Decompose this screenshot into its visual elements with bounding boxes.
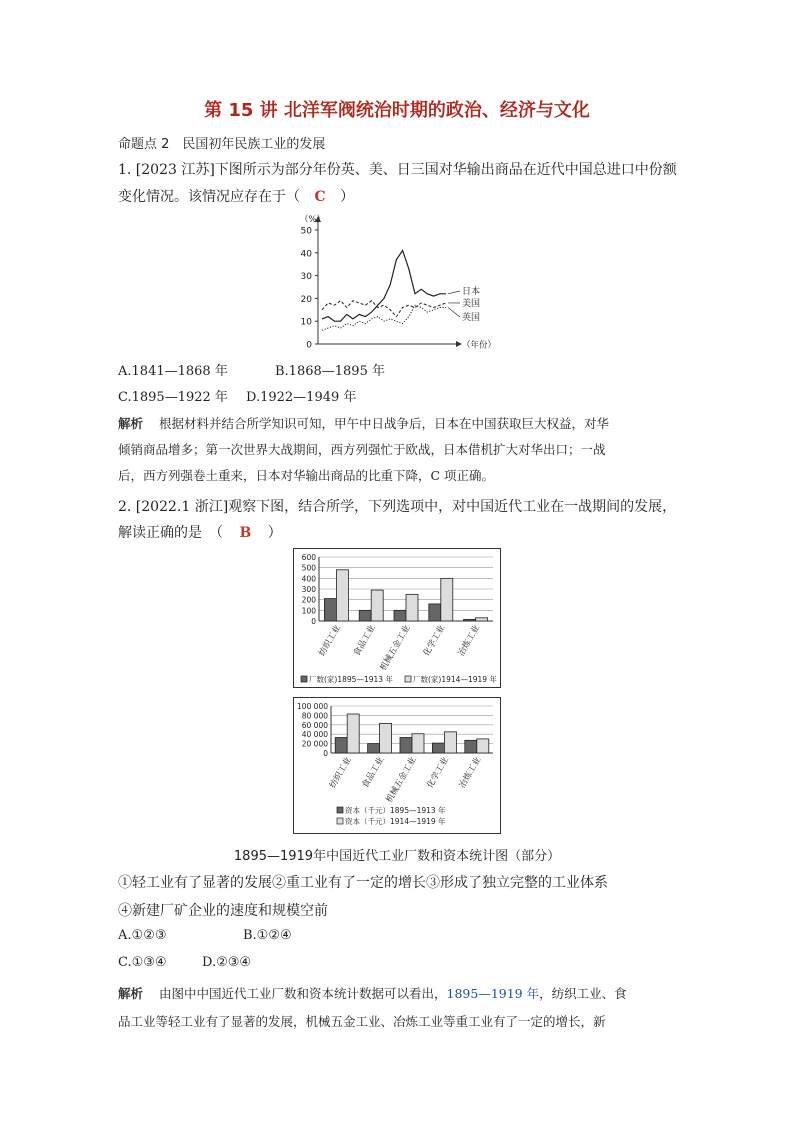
legend-swatch-1 bbox=[337, 818, 343, 824]
y-tick-label: 40 000 bbox=[301, 730, 328, 740]
legend-label-1: 厂数(家)1914—1919 年 bbox=[413, 675, 497, 684]
q2-statements-line2: ④新建厂矿企业的速度和规模空前 bbox=[118, 903, 328, 919]
category-label: 化学工业 bbox=[425, 755, 451, 790]
bar-1-2 bbox=[406, 594, 418, 621]
y-tick-label: 400 bbox=[301, 574, 316, 584]
q2-answer: B bbox=[239, 525, 252, 541]
bar-1-4 bbox=[476, 618, 488, 621]
line-chart-labels bbox=[300, 215, 496, 351]
bar-0-2 bbox=[394, 610, 406, 621]
bar-0-0 bbox=[335, 737, 347, 753]
q1-option-b: B.1868—1895 年 bbox=[275, 364, 385, 379]
series-line-2 bbox=[322, 305, 446, 330]
q1-analysis-line2: 倾销商品增多；第一次世界大战期间，西方列强忙于欧战，日本借机扩大对华出口；一战 bbox=[118, 442, 606, 457]
category-label: 冶炼工业 bbox=[457, 755, 484, 790]
bar-0-4 bbox=[464, 619, 476, 621]
q1-answer: C bbox=[314, 189, 326, 205]
category-label: 食品工业 bbox=[352, 623, 378, 658]
y-tick-label: 100 bbox=[301, 606, 316, 616]
legend-swatch-0 bbox=[301, 676, 307, 682]
q2-analysis-line2: 品工业等轻工业有了显著的发展，机械五金工业、冶炼工业等重工业有了一定的增长，新 bbox=[118, 1014, 606, 1029]
q1-analysis-text1: 根据材料并结合所学知识可知，甲午中日战争后，日本在中国获取巨大权益，对华 bbox=[159, 416, 610, 431]
q1-option-d: D.1922—1949 年 bbox=[246, 390, 357, 405]
line-chart-series bbox=[322, 251, 460, 331]
series-line-0 bbox=[322, 251, 446, 322]
y-tick-label: 200 bbox=[301, 595, 316, 605]
legend-leader-2 bbox=[448, 308, 460, 317]
bar-0-4 bbox=[465, 740, 477, 753]
y-tick-label: 40 bbox=[300, 249, 312, 260]
y-tick-label: 300 bbox=[301, 585, 316, 594]
bar-1-2 bbox=[412, 734, 424, 753]
x-axis-title: （年份） bbox=[462, 340, 497, 351]
bar-1-0 bbox=[347, 714, 359, 753]
q1-option-c: C.1895—1922 年 bbox=[118, 390, 228, 405]
category-label: 纺织工业 bbox=[317, 623, 343, 658]
q1-stem-suffix: ） bbox=[340, 189, 355, 205]
legend-swatch-0 bbox=[337, 807, 343, 813]
legend-leader-0 bbox=[448, 291, 460, 294]
q2-statements-line1: ①轻工业有了显著的发展②重工业有了一定的增长③形成了独立完整的工业体系 bbox=[118, 875, 608, 891]
q2-option-b: B.①②④ bbox=[243, 928, 292, 943]
y-axis-title: （%） bbox=[300, 215, 326, 225]
chart-caption: 1895—1919年中国近代工业厂数和资本统计图（部分） bbox=[233, 849, 561, 864]
q1-stem-line2 bbox=[118, 186, 354, 206]
bar-1-4 bbox=[477, 739, 489, 753]
y-tick-label: 0 bbox=[323, 749, 328, 758]
bar-1-1 bbox=[371, 590, 383, 621]
category-label: 食品工业 bbox=[360, 755, 387, 790]
bar-1-1 bbox=[380, 723, 392, 753]
y-tick-label: 100 000 bbox=[296, 702, 328, 711]
category-label: 机械五金工业 bbox=[378, 623, 413, 673]
bar-0-3 bbox=[429, 604, 441, 621]
legend-label-1: 资本（千元）1914—1919 年 bbox=[345, 817, 446, 826]
legend-label-0: 厂数(家)1895—1913 年 bbox=[309, 675, 393, 684]
bar-0-2 bbox=[400, 737, 412, 753]
y-tick-label: 10 bbox=[300, 317, 312, 328]
q1-analysis-line3: 后，西方列强卷土重来，日本对华输出商品的比重下降，C 项正确。 bbox=[118, 468, 495, 483]
category-label: 纺织工业 bbox=[328, 755, 354, 790]
q2-option-d: D.②③④ bbox=[202, 955, 252, 970]
q1-stem-prefix: 变化情况。该情况应存在于（ bbox=[118, 189, 300, 205]
q1-analysis-line1 bbox=[118, 414, 609, 432]
line-chart-import-share bbox=[290, 210, 510, 352]
q1-analysis-label: 解析 bbox=[118, 416, 144, 431]
y-tick-label: 20 bbox=[300, 294, 312, 305]
legend-label-0: 资本（千元）1895—1913 年 bbox=[345, 806, 446, 815]
category-label: 冶炼工业 bbox=[456, 623, 483, 658]
line-chart-axes bbox=[315, 216, 462, 347]
q2-analysis-years: 1895—1919 年 bbox=[446, 986, 540, 1001]
bar-0-1 bbox=[359, 610, 371, 621]
series-line-1 bbox=[322, 301, 446, 317]
q2-stem-prefix: 解读正确的是 （ bbox=[118, 525, 223, 541]
bar-chart-capital bbox=[293, 697, 501, 834]
bar-0-3 bbox=[432, 743, 444, 753]
q2-option-c: C.①③④ bbox=[118, 955, 167, 970]
q2-analysis-line1 bbox=[118, 984, 627, 1002]
q2-stem-suffix: ） bbox=[267, 525, 282, 541]
q1-option-a: A.1841—1868 年 bbox=[118, 364, 228, 379]
category-label: 机械五金工业 bbox=[384, 755, 419, 805]
topic-heading: 命题点 2 民国初年民族工业的发展 bbox=[118, 137, 326, 152]
q2-stem-line2 bbox=[118, 522, 282, 542]
legend-label-0: 日本 bbox=[462, 287, 481, 297]
bar-chart-factory-count bbox=[293, 548, 501, 688]
legend-swatch-1 bbox=[405, 676, 411, 682]
bar-0-1 bbox=[368, 744, 380, 753]
q2-analysis-text1b: ，纺织工业、食 bbox=[539, 986, 627, 1001]
q2-stem-line1: 2. [2022.1 浙江]观察下图，结合所学，下列选项中，对中国近代工业在一战期间的发展， bbox=[118, 499, 677, 515]
y-tick-label: 50 bbox=[300, 226, 312, 237]
q1-stem-line1: 1. [2023 江苏]下图所示为部分年份英、美、日三国对华输出商品在近代中国总进口中份额 bbox=[118, 162, 677, 178]
legend-label-2: 英国 bbox=[462, 313, 481, 323]
page-title: 第 15 讲 北洋军阀统治时期的政治、经济与文化 bbox=[204, 100, 590, 121]
bar-1-0 bbox=[336, 570, 348, 621]
legend-label-1: 美国 bbox=[462, 299, 481, 309]
y-tick-label: 0 bbox=[311, 617, 316, 626]
y-tick-label: 500 bbox=[301, 563, 316, 573]
q2-analysis-label: 解析 bbox=[118, 986, 144, 1001]
y-tick-label: 0 bbox=[306, 340, 312, 351]
bar-1-3 bbox=[444, 732, 456, 753]
y-tick-label: 80 000 bbox=[301, 711, 328, 721]
y-tick-label: 600 bbox=[301, 553, 316, 562]
y-tick-label: 20 000 bbox=[301, 739, 328, 749]
q2-option-a: A.①②③ bbox=[118, 928, 167, 943]
q2-analysis-text1: 由图中中国近代工业厂数和资本统计数据可以看出， bbox=[159, 986, 447, 1001]
bar-0-0 bbox=[324, 599, 336, 621]
category-label: 化学工业 bbox=[421, 623, 448, 658]
y-tick-label: 60 000 bbox=[301, 720, 328, 730]
y-tick-label: 30 bbox=[300, 272, 312, 283]
bar-1-3 bbox=[441, 578, 453, 621]
